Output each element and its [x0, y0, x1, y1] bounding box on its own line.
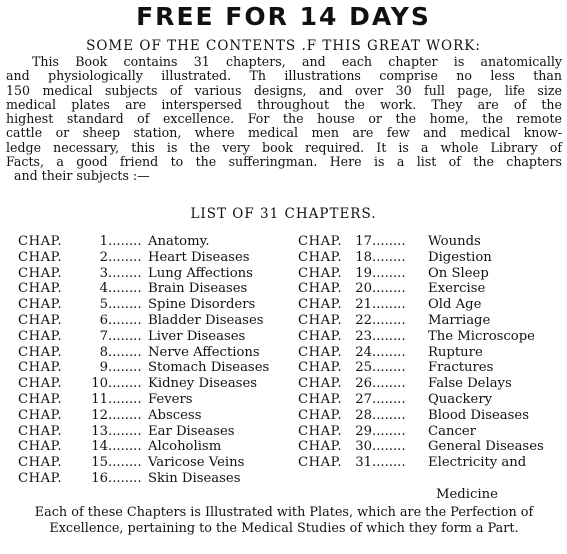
intro-line: 150 medical subjects of various designs, and over 30 full page, life size	[6, 82, 562, 98]
chapter-number: 17	[355, 234, 372, 249]
chapter-leader-dots: ........	[372, 439, 406, 455]
intro-line: and physiologically illustrated. Th illustrations comprise no less than	[6, 68, 562, 84]
chapter-number: 26	[355, 376, 372, 392]
chapter-number: 7	[99, 328, 108, 344]
chapter-label: CHAP.	[18, 423, 63, 439]
chapter-leader-dots: ........	[372, 376, 406, 392]
chapter-number: 20	[355, 281, 372, 297]
chapter-label: CHAP.	[18, 281, 63, 297]
chapter-number: 28	[355, 407, 372, 423]
chapter-subject: Fractures	[428, 360, 494, 376]
chapter-leader-dots: ........	[108, 391, 142, 407]
chapter-subject: Electricity and	[428, 455, 527, 471]
chapter-subject: The Microscope	[428, 328, 535, 344]
chapter-31-subject-continued: Medicine	[436, 487, 498, 502]
chapter-subject: False Delays	[428, 376, 512, 392]
chapter-list-title: LIST OF 31 CHAPTERS.	[190, 206, 377, 222]
chapter-label: CHAP.	[18, 470, 63, 486]
chapter-label: CHAP.	[18, 407, 63, 423]
chapter-subject: Liver Diseases	[148, 328, 246, 344]
chapter-label: CHAP.	[18, 439, 63, 455]
chapter-leader-dots: ........	[372, 391, 406, 407]
chapter-label: CHAP.	[18, 249, 63, 265]
chapter-number: 24	[355, 344, 372, 360]
chapter-subject: On Sleep	[428, 265, 489, 281]
chapter-label: CHAP.	[18, 328, 63, 344]
chapter-number: 6	[99, 312, 108, 328]
chapter-number: 23	[355, 328, 372, 344]
chapter-label: CHAP.	[298, 439, 343, 455]
chapter-subject: Anatomy.	[148, 234, 210, 249]
chapter-number: 14	[91, 439, 108, 455]
chapter-number: 2	[99, 249, 108, 265]
chapter-number: 22	[355, 312, 372, 328]
chapter-label: CHAP.	[18, 344, 63, 360]
chapter-leader-dots: ........	[108, 455, 142, 471]
chapter-leader-dots: ........	[372, 455, 406, 471]
chapter-subject: Fevers	[148, 391, 193, 407]
chapter-number: 3	[99, 265, 108, 281]
chapter-leader-dots: ........	[372, 423, 406, 439]
chapter-subject: Brain Diseases	[148, 281, 248, 297]
chapter-leader-dots: ........	[372, 234, 406, 249]
chapter-subject: Quackery	[428, 391, 493, 407]
chapter-subject: Heart Diseases	[148, 249, 250, 265]
chapter-leader-dots: ........	[372, 328, 406, 344]
chapter-label: CHAP.	[18, 360, 63, 376]
chapter-subject: Ear Diseases	[148, 423, 235, 439]
chapter-subject: Blood Diseases	[428, 407, 529, 423]
chapter-subject: Abscess	[148, 407, 202, 423]
chapter-subject: Varicose Veins	[148, 455, 245, 471]
chapter-label: CHAP.	[298, 360, 343, 376]
chapter-leader-dots: ........	[108, 234, 142, 249]
chapter-subject: Lung Affections	[148, 265, 253, 281]
chapter-subject: Marriage	[428, 312, 491, 328]
chapter-number: 9	[99, 360, 108, 376]
chapter-number: 30	[355, 439, 372, 455]
chapter-number: 10	[91, 376, 108, 392]
chapter-label: CHAP.	[298, 249, 343, 265]
chapter-leader-dots: ........	[108, 470, 142, 486]
intro-paragraph	[6, 55, 562, 184]
chapter-number: 1	[99, 234, 108, 249]
chapter-leader-dots: ........	[372, 312, 406, 328]
chapter-leader-dots: ........	[108, 407, 142, 423]
footer-note: Each of these Chapters is Illustrated with Plates, which are the Perfection of Excellence, pertaining to the Medical Studies of which they form a Part.	[34, 505, 534, 536]
chapter-leader-dots: ........	[372, 249, 406, 265]
contents-subhead: SOME OF THE CONTENTS .F THIS GREAT WORK:	[86, 38, 481, 54]
chapter-subject: Exercise	[428, 281, 486, 297]
chapter-subject: Cancer	[428, 423, 476, 439]
chapter-subject: Wounds	[428, 234, 481, 249]
chapter-label: CHAP.	[18, 376, 63, 392]
chapter-label: CHAP.	[298, 376, 343, 392]
chapter-label: CHAP.	[298, 234, 343, 249]
chapter-number: 16	[91, 470, 108, 486]
chapter-subject: Digestion	[428, 249, 492, 265]
chapter-subject: Spine Disorders	[148, 297, 256, 313]
chapter-number: 25	[355, 360, 372, 376]
chapter-label: CHAP.	[298, 281, 343, 297]
chapter-number: 31	[355, 455, 372, 471]
chapter-leader-dots: ........	[108, 360, 142, 376]
chapter-leader-dots: ........	[372, 281, 406, 297]
chapter-label: CHAP.	[18, 234, 63, 249]
chapter-leader-dots: ........	[372, 360, 406, 376]
intro-line: cattle or sheep station, where medical men are few and medical know-	[6, 125, 562, 141]
chapter-leader-dots: ........	[108, 265, 142, 281]
chapter-label: CHAP.	[298, 312, 343, 328]
chapter-leader-dots: ........	[108, 439, 142, 455]
chapter-leader-dots: ........	[108, 312, 142, 328]
chapter-label: CHAP.	[298, 391, 343, 407]
chapter-subject: Rupture	[428, 344, 483, 360]
chapter-number: 5	[99, 297, 108, 313]
chapter-label: CHAP.	[298, 265, 343, 281]
chapter-leader-dots: ........	[372, 265, 406, 281]
chapter-leader-dots: ........	[372, 344, 406, 360]
chapter-leader-dots: ........	[372, 297, 406, 313]
chapter-number: 8	[99, 344, 108, 360]
chapter-leader-dots: ........	[108, 423, 142, 439]
chapter-number: 21	[355, 297, 372, 313]
chapter-number: 12	[91, 407, 108, 423]
chapter-label: CHAP.	[18, 265, 63, 281]
chapter-leader-dots: ........	[108, 344, 142, 360]
headline: FREE FOR 14 DAYS	[136, 2, 431, 31]
intro-line: ledge necessary, this is the very book required. It is a whole Library of	[6, 139, 562, 155]
intro-line: This Book contains 31 chapters, and each chapter is anatomically	[32, 54, 562, 69]
intro-line: and their subjects :—	[14, 168, 150, 184]
intro-line: Facts, a good friend to the sufferingman. Here is a list of the chapters	[6, 154, 562, 170]
chapter-leader-dots: ........	[108, 281, 142, 297]
chapter-subject: Stomach Diseases	[148, 360, 270, 376]
chapter-label: CHAP.	[298, 344, 343, 360]
chapter-label: CHAP.	[298, 423, 343, 439]
chapter-number: 18	[355, 249, 372, 265]
chapter-label: CHAP.	[18, 455, 63, 471]
intro-line: highest standard of excellence. For the house or the home, the remote	[6, 111, 562, 127]
chapter-label: CHAP.	[298, 407, 343, 423]
chapter-leader-dots: ........	[108, 328, 142, 344]
chapter-leader-dots: ........	[108, 297, 142, 313]
chapter-subject: Nerve Affections	[148, 344, 260, 360]
chapter-number: 19	[355, 265, 372, 281]
chapter-subject: Bladder Diseases	[148, 312, 264, 328]
chapter-number: 29	[355, 423, 372, 439]
chapter-number: 4	[99, 281, 108, 297]
chapter-label: CHAP.	[298, 455, 343, 471]
chapter-subject: Alcoholism	[148, 439, 222, 455]
chapter-number: 13	[91, 423, 108, 439]
intro-line: medical plates are interspersed throughout the work. They are of the	[6, 96, 562, 112]
chapter-leader-dots: ........	[372, 407, 406, 423]
chapter-subject: Old Age	[428, 297, 482, 313]
chapter-number: 11	[91, 391, 108, 407]
chapter-label: CHAP.	[18, 297, 63, 313]
chapter-label: CHAP.	[18, 391, 63, 407]
chapter-label: CHAP.	[18, 312, 63, 328]
chapter-label: CHAP.	[298, 328, 343, 344]
chapter-subject: Skin Diseases	[148, 470, 241, 486]
chapter-leader-dots: ........	[108, 249, 142, 265]
chapter-subject: General Diseases	[428, 439, 544, 455]
chapter-leader-dots: ........	[108, 376, 142, 392]
chapter-subject: Kidney Diseases	[148, 376, 258, 392]
chapter-label: CHAP.	[298, 297, 343, 313]
chapter-number: 27	[355, 391, 372, 407]
chapter-number: 15	[91, 455, 108, 471]
